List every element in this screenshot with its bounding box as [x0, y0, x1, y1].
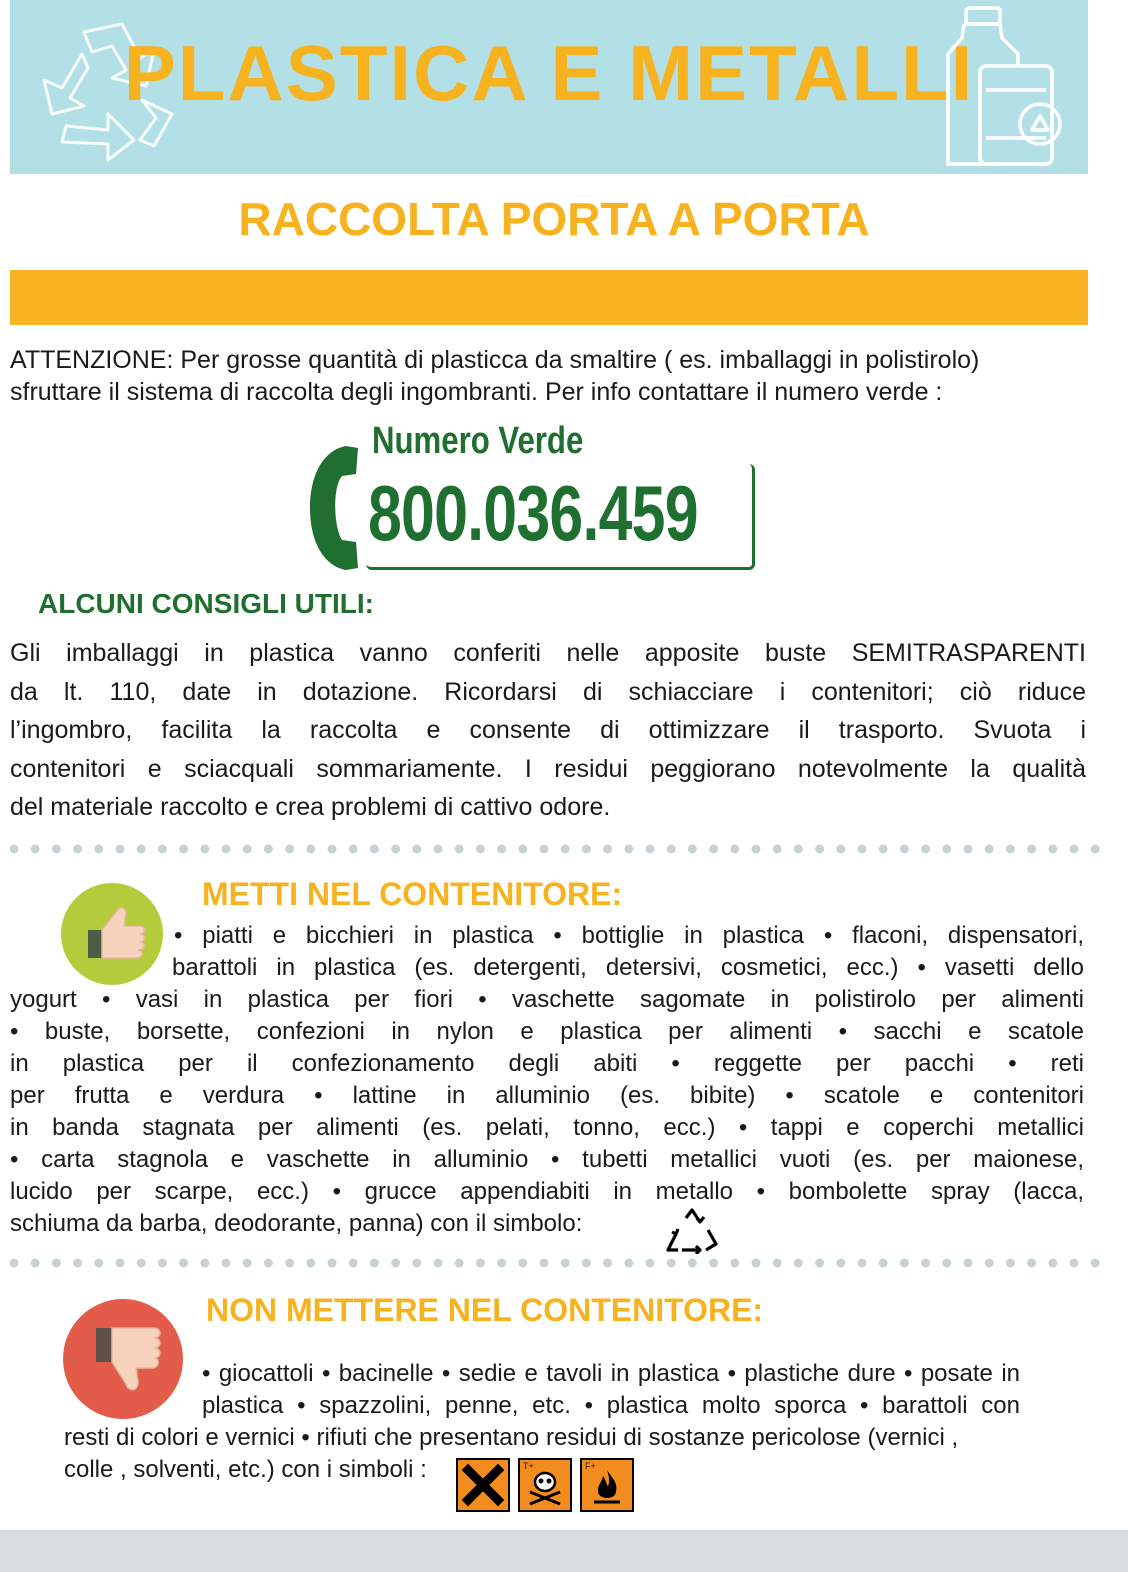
- divider-dot: [561, 1259, 570, 1268]
- divider-dot: [709, 845, 718, 854]
- divider-dot: [1091, 1259, 1100, 1268]
- divider-dot: [391, 1259, 400, 1268]
- tips-line: da lt. 110, date in dotazione. Ricordarsi di schiacciare i contenitori; ciò riduce: [10, 677, 1086, 706]
- divider-dot: [264, 845, 273, 854]
- divider-dot: [158, 1259, 167, 1268]
- list-item-last: [10, 1208, 1084, 1240]
- list-item: in plastica per il confezionamento degli abiti • reggette per pacchi • reti: [10, 1050, 1084, 1077]
- divider-dot: [328, 845, 337, 854]
- divider-dot: [243, 1259, 252, 1268]
- divider-dot: [94, 845, 103, 854]
- attention-line-1: ATTENZIONE: Per grosse quantità di plasticca da smaltire ( es. imballaggi in polistirolo): [10, 346, 980, 374]
- divider-dot: [900, 845, 909, 854]
- metti-last-line: schiuma da barba, deodorante, panna) con il simbolo:: [10, 1210, 583, 1237]
- divider-dot: [879, 1259, 888, 1268]
- divider-dot: [1027, 845, 1036, 854]
- divider-dot: [31, 1259, 40, 1268]
- divider-dot: [985, 1259, 994, 1268]
- list-item: lucido per scarpe, ecc.) • grucce appendiabiti in metallo • bombolette spray (lacca,: [10, 1178, 1084, 1205]
- hazard-label-fplus: F+: [585, 1461, 596, 1471]
- divider-dot: [137, 1259, 146, 1268]
- divider-dot: [200, 1259, 209, 1268]
- tips-line: contenitori e sciacquali sommariamente. I residui peggiorano notevolmente la qualità: [10, 754, 1086, 783]
- dotted-divider: [10, 842, 1100, 856]
- divider-dot: [179, 1259, 188, 1268]
- divider-dot: [1027, 1259, 1036, 1268]
- divider-dot: [391, 845, 400, 854]
- divider-dot: [497, 845, 506, 854]
- divider-dot: [836, 1259, 845, 1268]
- attention-line-2: sfruttare il sistema di raccolta degli ingombranti. Per info contattare il numero verde :: [10, 378, 943, 406]
- tips-line: l’ingombro, facilita la raccolta e consente di ottimizzare il trasporto. Svuota i: [10, 716, 1086, 744]
- divider-dot: [688, 1259, 697, 1268]
- divider-dot: [624, 845, 633, 854]
- divider-dot: [370, 845, 379, 854]
- divider-dot: [603, 845, 612, 854]
- tips-title: ALCUNI CONSIGLI UTILI:: [38, 588, 374, 619]
- divider-dot: [10, 1259, 19, 1268]
- numero-verde-label: Numero Verde: [372, 420, 584, 462]
- divider-dot: [794, 1259, 803, 1268]
- divider-dot: [582, 845, 591, 854]
- divider-dot: [349, 1259, 358, 1268]
- divider-dot: [730, 845, 739, 854]
- divider-dot: [370, 1259, 379, 1268]
- divider-dot: [434, 845, 443, 854]
- divider-dot: [285, 845, 294, 854]
- divider-dot: [667, 845, 676, 854]
- hazard-symbol-flammable: [580, 1458, 634, 1512]
- divider-dot: [116, 1259, 125, 1268]
- divider-dot: [476, 845, 485, 854]
- divider-dot: [518, 845, 527, 854]
- divider-dot: [1091, 845, 1100, 854]
- list-item: per frutta e verdura • lattine in alluminio (es. bibite) • scatole e contenitori: [10, 1082, 1084, 1109]
- divider-dot: [900, 1259, 909, 1268]
- divider-dot: [73, 845, 82, 854]
- divider-dot: [688, 845, 697, 854]
- divider-dot: [730, 1259, 739, 1268]
- divider-dot: [985, 845, 994, 854]
- divider-dot: [667, 1259, 676, 1268]
- divider-dot: [964, 845, 973, 854]
- page-title: PLASTICA E METALLI: [123, 29, 975, 117]
- divider-dot: [455, 1259, 464, 1268]
- divider-dot: [1006, 1259, 1015, 1268]
- list-item: • giocattoli • bacinelle • sedie e tavoli in plastica • plastiche dure • posate in: [202, 1360, 1020, 1387]
- divider-dot: [836, 845, 845, 854]
- divider-dot: [858, 845, 867, 854]
- divider-dot: [200, 845, 209, 854]
- bottle-and-can-icon: [940, 4, 1070, 172]
- divider-dot: [646, 1259, 655, 1268]
- divider-dot: [879, 845, 888, 854]
- divider-dot: [921, 845, 930, 854]
- divider-dot: [646, 845, 655, 854]
- recycling-triangle-icon: [666, 1208, 718, 1254]
- divider-dot: [1048, 845, 1057, 854]
- divider-dot: [455, 845, 464, 854]
- divider-dot: [31, 845, 40, 854]
- harmful-x-icon: [458, 1460, 508, 1510]
- list-item: plastica • spazzolini, penne, etc. • plastica molto sporca • barattoli con: [202, 1392, 1020, 1419]
- footer-band: [0, 1530, 1128, 1572]
- divider-dot: [794, 845, 803, 854]
- divider-dot: [412, 1259, 421, 1268]
- divider-dot: [52, 1259, 61, 1268]
- divider-dot: [306, 1259, 315, 1268]
- divider-dot: [1070, 1259, 1079, 1268]
- divider-dot: [285, 1259, 294, 1268]
- divider-dot: [52, 845, 61, 854]
- list-item: barattoli in plastica (es. detergenti, detersivi, cosmetici, ecc.) • vasetti dello: [172, 954, 1084, 981]
- divider-dot: [815, 845, 824, 854]
- divider-dot: [222, 845, 231, 854]
- phone-handset-icon: [306, 444, 368, 572]
- orange-divider-bar: [10, 270, 1088, 325]
- divider-dot: [476, 1259, 485, 1268]
- list-item: yogurt • vasi in plastica per fiori • vaschette sagomate in polistirolo per alimenti: [10, 986, 1084, 1013]
- metti-title: METTI NEL CONTENITORE:: [202, 876, 623, 912]
- divider-dot: [964, 1259, 973, 1268]
- divider-dot: [1070, 845, 1079, 854]
- divider-dot: [942, 845, 951, 854]
- metti-list: [10, 920, 1084, 1240]
- list-item: • carta stagnola e vaschette in alluminio • tubetti metallici vuoti (es. per maionese,: [10, 1146, 1084, 1173]
- tips-line: del materiale raccolto e crea problemi di cattivo odore.: [10, 793, 611, 821]
- divider-dot: [815, 1259, 824, 1268]
- hazard-label-tplus: T+: [523, 1461, 534, 1471]
- list-item: resti di colori e vernici • rifiuti che presentano residui di sostanze pericolose (vernici ,: [64, 1424, 959, 1451]
- divider-dot: [921, 1259, 930, 1268]
- divider-dot: [752, 1259, 761, 1268]
- dotted-divider: [10, 1256, 1100, 1270]
- divider-dot: [1048, 1259, 1057, 1268]
- divider-dot: [709, 1259, 718, 1268]
- divider-dot: [137, 845, 146, 854]
- divider-dot: [603, 1259, 612, 1268]
- divider-dot: [540, 1259, 549, 1268]
- divider-dot: [10, 845, 19, 854]
- list-item: • buste, borsette, confezioni in nylon e plastica per alimenti • sacchi e scatole: [10, 1018, 1084, 1045]
- divider-dot: [179, 845, 188, 854]
- divider-dot: [582, 1259, 591, 1268]
- divider-dot: [306, 845, 315, 854]
- non-mettere-title: NON METTERE NEL CONTENITORE:: [206, 1292, 764, 1328]
- divider-dot: [158, 845, 167, 854]
- tips-paragraph: [10, 634, 1086, 827]
- divider-dot: [561, 845, 570, 854]
- divider-dot: [116, 845, 125, 854]
- divider-dot: [752, 845, 761, 854]
- tips-line: Gli imballaggi in plastica vanno conferiti nelle apposite buste SEMITRASPARENTI: [10, 639, 1086, 667]
- divider-dot: [773, 1259, 782, 1268]
- numero-verde-number[interactable]: 800.036.459: [368, 469, 698, 557]
- divider-dot: [1006, 845, 1015, 854]
- divider-dot: [412, 845, 421, 854]
- hazard-symbol-harmful: [456, 1458, 510, 1512]
- divider-dot: [497, 1259, 506, 1268]
- list-item: • piatti e bicchieri in plastica • bottiglie in plastica • flaconi, dispensatori,: [174, 922, 1084, 949]
- divider-dot: [349, 845, 358, 854]
- divider-dot: [624, 1259, 633, 1268]
- divider-dot: [222, 1259, 231, 1268]
- divider-dot: [858, 1259, 867, 1268]
- divider-dot: [518, 1259, 527, 1268]
- divider-dot: [73, 1259, 82, 1268]
- page-subtitle: RACCOLTA PORTA A PORTA: [238, 193, 870, 245]
- divider-dot: [540, 845, 549, 854]
- divider-dot: [328, 1259, 337, 1268]
- list-item: in banda stagnata per alimenti (es. pelati, tonno, ecc.) • tappi e coperchi metallici: [10, 1114, 1084, 1141]
- divider-dot: [243, 845, 252, 854]
- hazard-symbol-toxic: [518, 1458, 572, 1512]
- divider-dot: [94, 1259, 103, 1268]
- list-item-last: colle , solventi, etc.) con i simboli :: [64, 1456, 427, 1483]
- divider-dot: [264, 1259, 273, 1268]
- divider-dot: [434, 1259, 443, 1268]
- divider-dot: [773, 845, 782, 854]
- divider-dot: [942, 1259, 951, 1268]
